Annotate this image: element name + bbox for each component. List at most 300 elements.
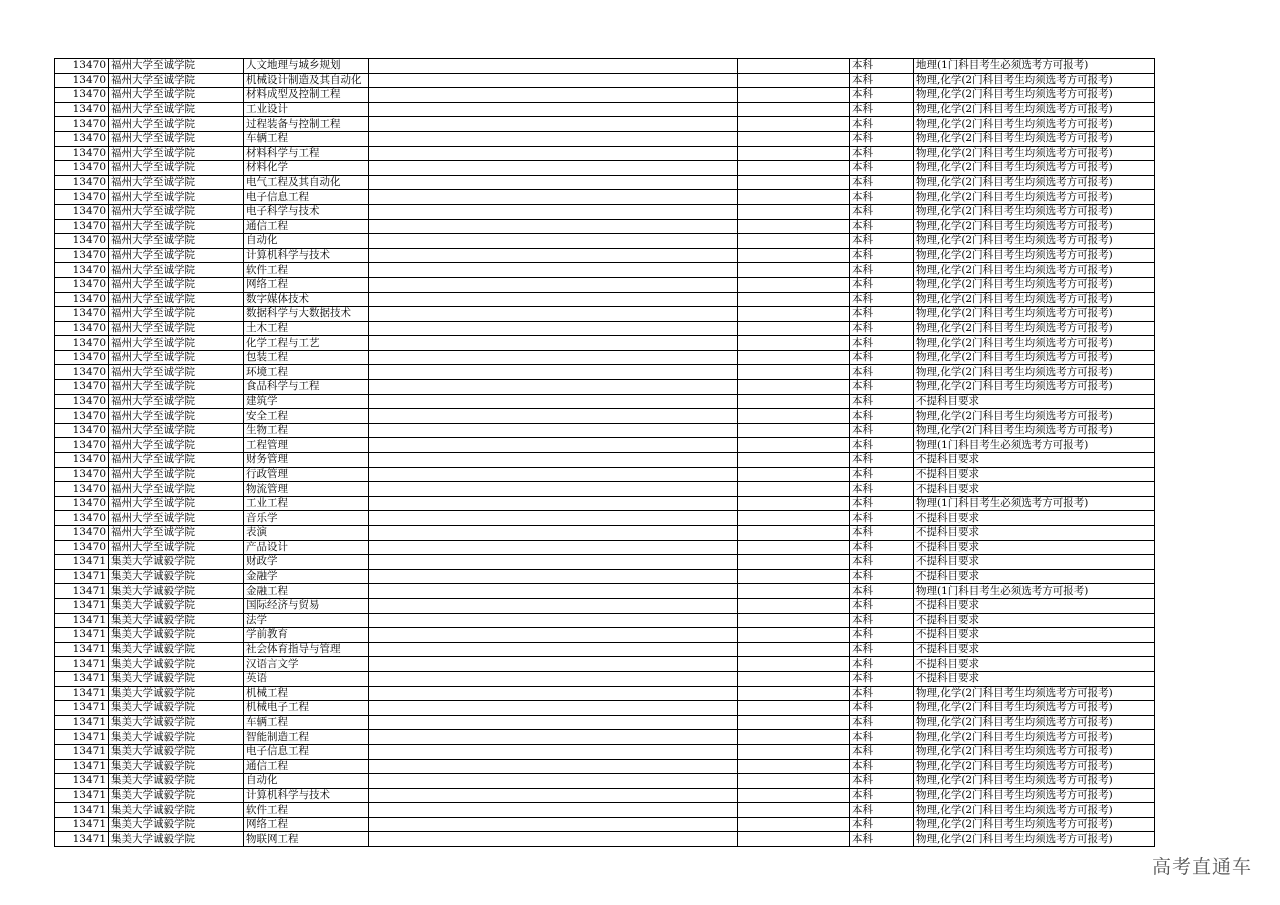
subject-requirement-cell: 物理,化学(2门科目考生均须选考方可报考) (914, 686, 1155, 701)
empty-cell (369, 511, 738, 526)
school-name-cell: 福州大学至诚学院 (109, 59, 244, 74)
empty-cell (738, 423, 850, 438)
table-row (55, 482, 1155, 497)
major-name-cell: 计算机科学与技术 (244, 248, 369, 263)
school-name-cell: 集美大学诚毅学院 (109, 584, 244, 599)
subject-requirement-cell: 物理,化学(2门科目考生均须选考方可报考) (914, 292, 1155, 307)
empty-cell (738, 686, 850, 701)
empty-cell (738, 715, 850, 730)
subject-requirement-cell: 物理(1门科目考生必须选考方可报考) (914, 584, 1155, 599)
major-name-cell: 智能制造工程 (244, 730, 369, 745)
table-row (55, 555, 1155, 570)
empty-cell (738, 88, 850, 103)
subject-requirement-cell: 不提科目要求 (914, 642, 1155, 657)
empty-cell (369, 686, 738, 701)
major-name-cell: 包装工程 (244, 350, 369, 365)
table-row (55, 744, 1155, 759)
school-code-cell: 13470 (55, 73, 109, 88)
level-cell: 本科 (850, 511, 914, 526)
major-name-cell: 环境工程 (244, 365, 369, 380)
subject-requirement-cell: 物理,化学(2门科目考生均须选考方可报考) (914, 321, 1155, 336)
empty-cell (738, 511, 850, 526)
school-name-cell: 福州大学至诚学院 (109, 423, 244, 438)
empty-cell (738, 219, 850, 234)
empty-cell (369, 423, 738, 438)
major-name-cell: 财务管理 (244, 453, 369, 468)
school-code-cell: 13471 (55, 817, 109, 832)
level-cell: 本科 (850, 292, 914, 307)
table-row (55, 628, 1155, 643)
empty-cell (738, 73, 850, 88)
empty-cell (738, 628, 850, 643)
school-code-cell: 13470 (55, 277, 109, 292)
major-name-cell: 数字媒体技术 (244, 292, 369, 307)
empty-cell (738, 788, 850, 803)
empty-cell (369, 365, 738, 380)
empty-cell (369, 73, 738, 88)
school-code-cell: 13470 (55, 482, 109, 497)
level-cell: 本科 (850, 657, 914, 672)
table-row (55, 102, 1155, 117)
table-row (55, 438, 1155, 453)
school-code-cell: 13470 (55, 467, 109, 482)
empty-cell (369, 803, 738, 818)
empty-cell (369, 613, 738, 628)
table-row (55, 598, 1155, 613)
level-cell: 本科 (850, 438, 914, 453)
empty-cell (738, 321, 850, 336)
subject-requirement-cell: 物理,化学(2门科目考生均须选考方可报考) (914, 788, 1155, 803)
level-cell: 本科 (850, 555, 914, 570)
empty-cell (738, 350, 850, 365)
school-name-cell: 福州大学至诚学院 (109, 161, 244, 176)
empty-cell (738, 598, 850, 613)
empty-cell (369, 409, 738, 424)
table-row (55, 423, 1155, 438)
major-name-cell: 化学工程与工艺 (244, 336, 369, 351)
subject-requirement-cell: 不提科目要求 (914, 569, 1155, 584)
school-name-cell: 福州大学至诚学院 (109, 102, 244, 117)
school-name-cell: 集美大学诚毅学院 (109, 730, 244, 745)
school-name-cell: 福州大学至诚学院 (109, 146, 244, 161)
empty-cell (369, 774, 738, 789)
subject-requirements-table (54, 58, 1155, 847)
empty-cell (369, 540, 738, 555)
school-name-cell: 福州大学至诚学院 (109, 248, 244, 263)
empty-cell (738, 803, 850, 818)
empty-cell (738, 774, 850, 789)
major-name-cell: 过程装备与控制工程 (244, 117, 369, 132)
major-name-cell: 工程管理 (244, 438, 369, 453)
empty-cell (369, 584, 738, 599)
level-cell: 本科 (850, 817, 914, 832)
table-row (55, 467, 1155, 482)
subject-requirement-cell: 物理,化学(2门科目考生均须选考方可报考) (914, 832, 1155, 847)
school-name-cell: 福州大学至诚学院 (109, 204, 244, 219)
school-code-cell: 13471 (55, 832, 109, 847)
school-code-cell: 13471 (55, 598, 109, 613)
school-name-cell: 福州大学至诚学院 (109, 321, 244, 336)
level-cell: 本科 (850, 73, 914, 88)
major-name-cell: 财政学 (244, 555, 369, 570)
school-code-cell: 13471 (55, 730, 109, 745)
empty-cell (738, 613, 850, 628)
empty-cell (738, 657, 850, 672)
table-row (55, 671, 1155, 686)
level-cell: 本科 (850, 394, 914, 409)
subject-requirement-cell: 物理,化学(2门科目考生均须选考方可报考) (914, 146, 1155, 161)
empty-cell (738, 380, 850, 395)
table-row (55, 715, 1155, 730)
major-name-cell: 食品科学与工程 (244, 380, 369, 395)
table-row (55, 803, 1155, 818)
empty-cell (738, 467, 850, 482)
empty-cell (738, 438, 850, 453)
school-code-cell: 13471 (55, 613, 109, 628)
empty-cell (369, 117, 738, 132)
school-code-cell: 13470 (55, 102, 109, 117)
school-name-cell: 福州大学至诚学院 (109, 409, 244, 424)
level-cell: 本科 (850, 365, 914, 380)
subject-requirement-cell: 物理,化学(2门科目考生均须选考方可报考) (914, 234, 1155, 249)
empty-cell (369, 701, 738, 716)
major-name-cell: 法学 (244, 613, 369, 628)
school-name-cell: 福州大学至诚学院 (109, 88, 244, 103)
level-cell: 本科 (850, 131, 914, 146)
school-code-cell: 13470 (55, 161, 109, 176)
school-code-cell: 13470 (55, 380, 109, 395)
table-row (55, 73, 1155, 88)
empty-cell (369, 350, 738, 365)
table-row (55, 234, 1155, 249)
school-code-cell: 13470 (55, 409, 109, 424)
major-name-cell: 土木工程 (244, 321, 369, 336)
school-name-cell: 福州大学至诚学院 (109, 380, 244, 395)
school-name-cell: 集美大学诚毅学院 (109, 832, 244, 847)
school-name-cell: 集美大学诚毅学院 (109, 555, 244, 570)
empty-cell (738, 59, 850, 74)
level-cell: 本科 (850, 453, 914, 468)
table-row (55, 817, 1155, 832)
table-row (55, 394, 1155, 409)
subject-requirement-cell: 物理,化学(2门科目考生均须选考方可报考) (914, 701, 1155, 716)
empty-cell (738, 102, 850, 117)
school-name-cell: 集美大学诚毅学院 (109, 569, 244, 584)
subject-requirement-cell: 不提科目要求 (914, 467, 1155, 482)
empty-cell (738, 175, 850, 190)
major-name-cell: 建筑学 (244, 394, 369, 409)
table-row (55, 380, 1155, 395)
subject-requirement-cell: 物理,化学(2门科目考生均须选考方可报考) (914, 817, 1155, 832)
empty-cell (369, 671, 738, 686)
level-cell: 本科 (850, 642, 914, 657)
empty-cell (369, 277, 738, 292)
empty-cell (369, 307, 738, 322)
major-name-cell: 电子信息工程 (244, 744, 369, 759)
empty-cell (738, 482, 850, 497)
table-row (55, 832, 1155, 847)
empty-cell (738, 292, 850, 307)
major-name-cell: 电气工程及其自动化 (244, 175, 369, 190)
major-name-cell: 车辆工程 (244, 131, 369, 146)
table-row (55, 657, 1155, 672)
table-row (55, 730, 1155, 745)
subject-requirement-cell: 物理,化学(2门科目考生均须选考方可报考) (914, 730, 1155, 745)
empty-cell (369, 336, 738, 351)
school-name-cell: 集美大学诚毅学院 (109, 817, 244, 832)
empty-cell (738, 526, 850, 541)
subject-requirement-cell: 不提科目要求 (914, 555, 1155, 570)
major-name-cell: 产品设计 (244, 540, 369, 555)
subject-requirement-cell: 物理,化学(2门科目考生均须选考方可报考) (914, 88, 1155, 103)
school-code-cell: 13470 (55, 336, 109, 351)
major-name-cell: 材料化学 (244, 161, 369, 176)
subject-requirement-cell: 不提科目要求 (914, 657, 1155, 672)
school-code-cell: 13470 (55, 453, 109, 468)
table-row (55, 511, 1155, 526)
major-name-cell: 学前教育 (244, 628, 369, 643)
level-cell: 本科 (850, 803, 914, 818)
major-name-cell: 自动化 (244, 234, 369, 249)
level-cell: 本科 (850, 234, 914, 249)
major-name-cell: 电子信息工程 (244, 190, 369, 205)
table-row (55, 788, 1155, 803)
empty-cell (738, 701, 850, 716)
empty-cell (369, 88, 738, 103)
table-row (55, 117, 1155, 132)
level-cell: 本科 (850, 467, 914, 482)
school-name-cell: 集美大学诚毅学院 (109, 788, 244, 803)
school-code-cell: 13470 (55, 292, 109, 307)
major-name-cell: 物联网工程 (244, 832, 369, 847)
major-name-cell: 软件工程 (244, 263, 369, 278)
empty-cell (738, 336, 850, 351)
subject-requirement-cell: 不提科目要求 (914, 453, 1155, 468)
school-name-cell: 福州大学至诚学院 (109, 307, 244, 322)
school-name-cell: 福州大学至诚学院 (109, 190, 244, 205)
school-code-cell: 13470 (55, 204, 109, 219)
school-code-cell: 13470 (55, 88, 109, 103)
level-cell: 本科 (850, 423, 914, 438)
table-row (55, 526, 1155, 541)
subject-requirement-cell: 物理,化学(2门科目考生均须选考方可报考) (914, 219, 1155, 234)
level-cell: 本科 (850, 482, 914, 497)
school-name-cell: 集美大学诚毅学院 (109, 803, 244, 818)
level-cell: 本科 (850, 117, 914, 132)
major-name-cell: 汉语言文学 (244, 657, 369, 672)
empty-cell (738, 117, 850, 132)
subject-requirement-cell: 不提科目要求 (914, 540, 1155, 555)
level-cell: 本科 (850, 336, 914, 351)
major-name-cell: 物流管理 (244, 482, 369, 497)
school-code-cell: 13470 (55, 394, 109, 409)
major-name-cell: 机械电子工程 (244, 701, 369, 716)
major-name-cell: 通信工程 (244, 219, 369, 234)
major-name-cell: 生物工程 (244, 423, 369, 438)
level-cell: 本科 (850, 380, 914, 395)
subject-requirement-cell: 物理,化学(2门科目考生均须选考方可报考) (914, 409, 1155, 424)
table-row (55, 204, 1155, 219)
school-name-cell: 福州大学至诚学院 (109, 117, 244, 132)
level-cell: 本科 (850, 526, 914, 541)
school-name-cell: 集美大学诚毅学院 (109, 657, 244, 672)
level-cell: 本科 (850, 496, 914, 511)
school-code-cell: 13471 (55, 803, 109, 818)
school-code-cell: 13470 (55, 175, 109, 190)
empty-cell (738, 540, 850, 555)
major-name-cell: 车辆工程 (244, 715, 369, 730)
school-code-cell: 13471 (55, 759, 109, 774)
school-code-cell: 13471 (55, 715, 109, 730)
table-row (55, 496, 1155, 511)
table-row (55, 774, 1155, 789)
school-code-cell: 13471 (55, 642, 109, 657)
major-name-cell: 国际经济与贸易 (244, 598, 369, 613)
major-name-cell: 人文地理与城乡规划 (244, 59, 369, 74)
school-name-cell: 福州大学至诚学院 (109, 277, 244, 292)
school-name-cell: 福州大学至诚学院 (109, 394, 244, 409)
table-row (55, 292, 1155, 307)
level-cell: 本科 (850, 277, 914, 292)
empty-cell (369, 642, 738, 657)
table-body (55, 59, 1155, 847)
empty-cell (369, 832, 738, 847)
empty-cell (369, 569, 738, 584)
empty-cell (369, 598, 738, 613)
level-cell: 本科 (850, 350, 914, 365)
major-name-cell: 英语 (244, 671, 369, 686)
school-code-cell: 13470 (55, 234, 109, 249)
school-code-cell: 13471 (55, 657, 109, 672)
school-code-cell: 13470 (55, 511, 109, 526)
school-name-cell: 福州大学至诚学院 (109, 292, 244, 307)
subject-requirement-cell: 物理,化学(2门科目考生均须选考方可报考) (914, 263, 1155, 278)
empty-cell (369, 380, 738, 395)
school-code-cell: 13471 (55, 569, 109, 584)
subject-requirement-cell: 物理,化学(2门科目考生均须选考方可报考) (914, 131, 1155, 146)
level-cell: 本科 (850, 598, 914, 613)
subject-requirement-cell: 物理,化学(2门科目考生均须选考方可报考) (914, 73, 1155, 88)
empty-cell (369, 190, 738, 205)
school-name-cell: 集美大学诚毅学院 (109, 715, 244, 730)
level-cell: 本科 (850, 832, 914, 847)
major-name-cell: 机械工程 (244, 686, 369, 701)
subject-requirement-cell: 物理(1门科目考生必须选考方可报考) (914, 438, 1155, 453)
school-name-cell: 集美大学诚毅学院 (109, 759, 244, 774)
subject-requirement-cell: 物理,化学(2门科目考生均须选考方可报考) (914, 336, 1155, 351)
level-cell: 本科 (850, 307, 914, 322)
school-name-cell: 福州大学至诚学院 (109, 350, 244, 365)
school-name-cell: 福州大学至诚学院 (109, 438, 244, 453)
subject-requirement-cell: 物理,化学(2门科目考生均须选考方可报考) (914, 161, 1155, 176)
school-name-cell: 福州大学至诚学院 (109, 365, 244, 380)
level-cell: 本科 (850, 759, 914, 774)
table-row (55, 686, 1155, 701)
empty-cell (369, 234, 738, 249)
empty-cell (738, 161, 850, 176)
subject-requirement-cell: 不提科目要求 (914, 628, 1155, 643)
empty-cell (369, 496, 738, 511)
school-name-cell: 福州大学至诚学院 (109, 467, 244, 482)
major-name-cell: 机械设计制造及其自动化 (244, 73, 369, 88)
table-row (55, 263, 1155, 278)
level-cell: 本科 (850, 584, 914, 599)
subject-requirement-cell: 地理(1门科目考生必须选考方可报考) (914, 59, 1155, 74)
empty-cell (369, 102, 738, 117)
school-name-cell: 集美大学诚毅学院 (109, 774, 244, 789)
school-name-cell: 福州大学至诚学院 (109, 540, 244, 555)
subject-requirement-cell: 物理,化学(2门科目考生均须选考方可报考) (914, 744, 1155, 759)
level-cell: 本科 (850, 613, 914, 628)
table-row (55, 540, 1155, 555)
major-name-cell: 通信工程 (244, 759, 369, 774)
table-row (55, 642, 1155, 657)
major-name-cell: 网络工程 (244, 277, 369, 292)
level-cell: 本科 (850, 88, 914, 103)
major-name-cell: 电子科学与技术 (244, 204, 369, 219)
empty-cell (369, 394, 738, 409)
major-name-cell: 数据科学与大数据技术 (244, 307, 369, 322)
school-name-cell: 福州大学至诚学院 (109, 219, 244, 234)
subject-requirement-cell: 物理,化学(2门科目考生均须选考方可报考) (914, 774, 1155, 789)
empty-cell (369, 219, 738, 234)
empty-cell (369, 453, 738, 468)
table-row (55, 584, 1155, 599)
school-name-cell: 集美大学诚毅学院 (109, 598, 244, 613)
school-code-cell: 13471 (55, 584, 109, 599)
subject-requirement-cell: 物理,化学(2门科目考生均须选考方可报考) (914, 204, 1155, 219)
school-code-cell: 13470 (55, 540, 109, 555)
level-cell: 本科 (850, 146, 914, 161)
empty-cell (738, 832, 850, 847)
major-name-cell: 表演 (244, 526, 369, 541)
empty-cell (369, 131, 738, 146)
school-name-cell: 福州大学至诚学院 (109, 496, 244, 511)
empty-cell (369, 744, 738, 759)
empty-cell (738, 307, 850, 322)
level-cell: 本科 (850, 788, 914, 803)
school-code-cell: 13470 (55, 365, 109, 380)
subject-requirement-cell: 物理,化学(2门科目考生均须选考方可报考) (914, 175, 1155, 190)
school-code-cell: 13470 (55, 117, 109, 132)
table-row (55, 219, 1155, 234)
subject-requirement-cell: 不提科目要求 (914, 671, 1155, 686)
level-cell: 本科 (850, 628, 914, 643)
empty-cell (369, 715, 738, 730)
major-name-cell: 网络工程 (244, 817, 369, 832)
major-name-cell: 行政管理 (244, 467, 369, 482)
level-cell: 本科 (850, 204, 914, 219)
empty-cell (738, 234, 850, 249)
major-name-cell: 材料成型及控制工程 (244, 88, 369, 103)
school-code-cell: 13470 (55, 526, 109, 541)
table-row (55, 365, 1155, 380)
level-cell: 本科 (850, 219, 914, 234)
school-code-cell: 13470 (55, 59, 109, 74)
school-name-cell: 福州大学至诚学院 (109, 482, 244, 497)
subject-requirement-cell: 物理,化学(2门科目考生均须选考方可报考) (914, 350, 1155, 365)
table-row (55, 307, 1155, 322)
table-row (55, 321, 1155, 336)
school-code-cell: 13471 (55, 744, 109, 759)
school-code-cell: 13470 (55, 350, 109, 365)
school-code-cell: 13470 (55, 219, 109, 234)
empty-cell (369, 248, 738, 263)
level-cell: 本科 (850, 569, 914, 584)
level-cell: 本科 (850, 263, 914, 278)
level-cell: 本科 (850, 671, 914, 686)
empty-cell (369, 817, 738, 832)
